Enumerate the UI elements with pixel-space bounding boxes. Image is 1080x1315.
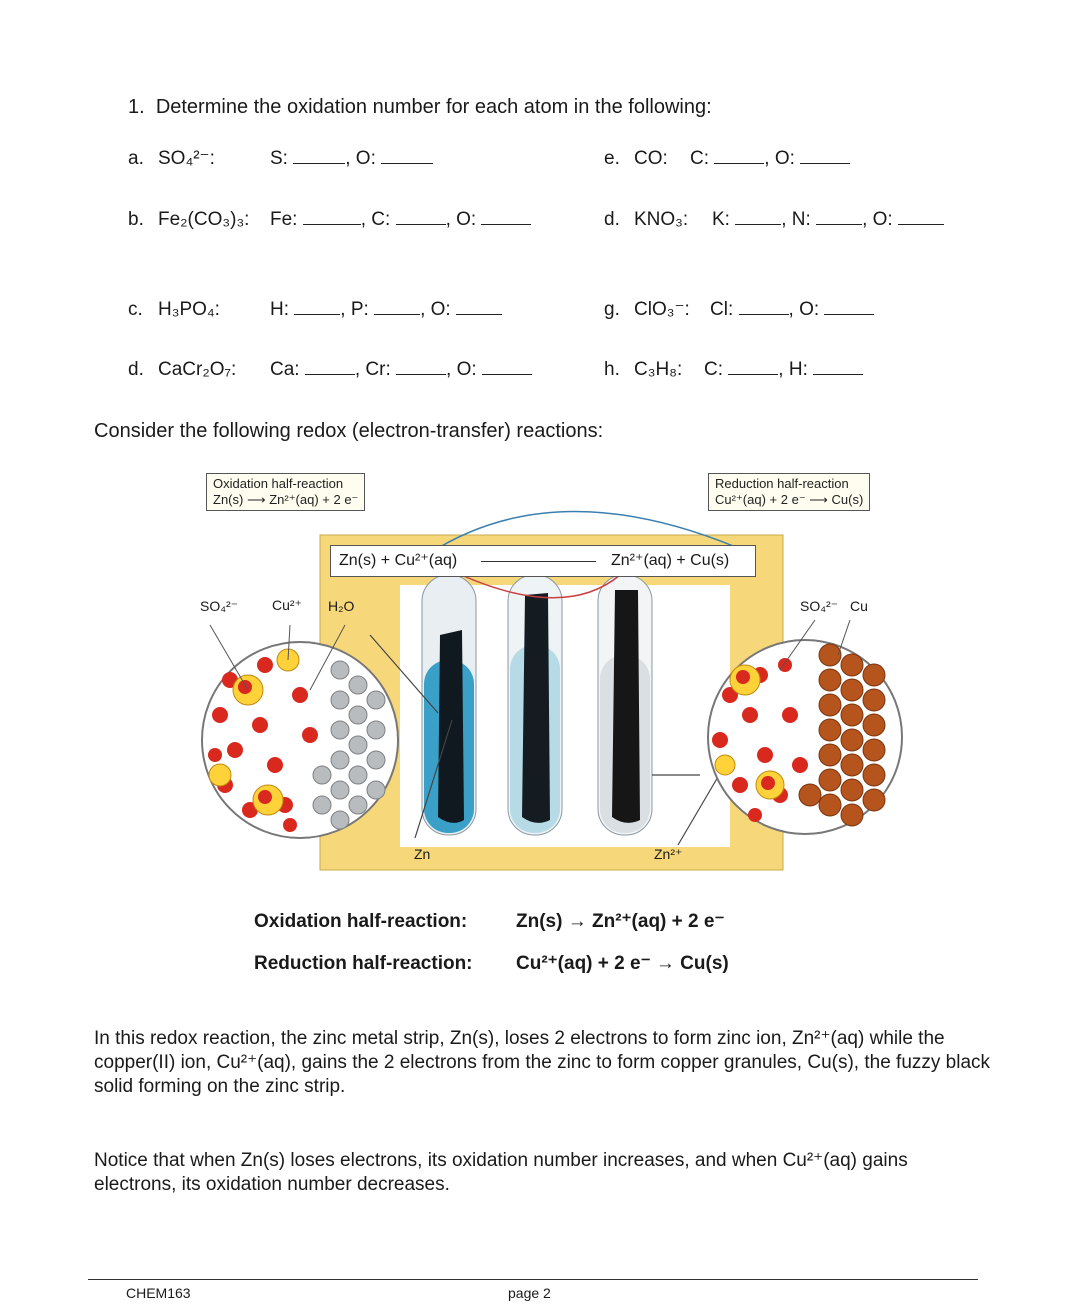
answer-blank[interactable]: [813, 358, 863, 375]
label-water: H₂O: [328, 598, 355, 614]
answer-blank[interactable]: [294, 298, 340, 315]
footer-page-number: page 2: [508, 1285, 551, 1301]
item-a: a. SO₄²⁻: S: , O:: [128, 147, 433, 170]
reduction-label-box: Reduction half-reaction Cu²⁺(aq) + 2 e⁻ ⟶ Cu(s): [708, 473, 870, 511]
answer-blank[interactable]: [456, 298, 502, 315]
answer-blank[interactable]: [381, 147, 433, 164]
footer-course: CHEM163: [126, 1285, 191, 1301]
answer-blank[interactable]: [735, 208, 781, 225]
answer-blank[interactable]: [728, 358, 778, 375]
label-copper-ion: Cu²⁺: [272, 597, 302, 613]
explanation-paragraph: In this redox reaction, the zinc metal strip, Zn(s), loses 2 electrons to form zinc ion, Zn²⁺(aq) while the copper(II) ion, Cu²⁺(aq), gains the 2 electrons from the zinc to form copper granules, Cu(s), the fuzzy black solid forming on the zinc strip.: [94, 1028, 991, 1097]
question-title: 1. Determine the oxidation number for each atom in the following:: [128, 96, 712, 118]
label-copper: Cu: [850, 598, 868, 614]
item-d-kno3: d. KNO₃: K: , N: , O:: [604, 208, 944, 231]
consider-heading: Consider the following redox (electron-transfer) reactions:: [94, 420, 604, 442]
item-d-cacr2o7: d. CaCr₂O₇: Ca: , Cr: , O:: [128, 358, 532, 381]
answer-blank[interactable]: [303, 208, 361, 225]
reaction-banner: Zn(s) + Cu²⁺(aq) Zn²⁺(aq) + Cu(s): [330, 545, 756, 577]
test-tube-2: [508, 575, 562, 835]
notice-paragraph: Notice that when Zn(s) loses electrons, its oxidation number increases, and when Cu²⁺(aq) gains electrons, its oxidation number decreases.: [94, 1150, 908, 1195]
footer-divider: [88, 1279, 978, 1280]
answer-blank[interactable]: [898, 208, 944, 225]
answer-blank[interactable]: [800, 147, 850, 164]
answer-blank[interactable]: [293, 147, 345, 164]
answer-blank[interactable]: [305, 358, 355, 375]
answer-blank[interactable]: [374, 298, 420, 315]
item-b: b. Fe₂(CO₃)₃: Fe: , C: , O:: [128, 208, 531, 231]
item-h: h. C₃H₈: C: , H:: [604, 358, 863, 381]
item-c: c. H₃PO₄: H: , P: , O:: [128, 298, 502, 321]
oxidation-half-reaction: Oxidation half-reaction: Zn(s) → Zn²⁺(aq) + 2 e⁻: [254, 911, 725, 932]
test-tube-3: [598, 575, 652, 835]
label-sulfate-right: SO₄²⁻: [800, 598, 838, 614]
answer-blank[interactable]: [482, 358, 532, 375]
label-zinc: Zn: [414, 846, 431, 862]
answer-blank[interactable]: [824, 298, 874, 315]
answer-blank[interactable]: [481, 208, 531, 225]
label-zinc-ion: Zn²⁺: [654, 846, 683, 862]
reduction-half-reaction: Reduction half-reaction: Cu²⁺(aq) + 2 e⁻ → Cu(s): [254, 953, 729, 974]
item-g: g. ClO₃⁻: Cl: , O:: [604, 298, 874, 321]
oxidation-label-box: Oxidation half-reaction Zn(s) ⟶ Zn²⁺(aq) + 2 e⁻: [206, 473, 365, 511]
answer-blank[interactable]: [396, 208, 446, 225]
label-sulfate-left: SO₄²⁻: [200, 598, 238, 614]
answer-blank[interactable]: [739, 298, 789, 315]
answer-blank[interactable]: [396, 358, 446, 375]
answer-blank[interactable]: [816, 208, 862, 225]
answer-blank[interactable]: [714, 147, 764, 164]
test-tube-1: [422, 575, 476, 835]
redox-figure: [190, 465, 920, 885]
item-e: e. CO: C: , O:: [604, 147, 850, 170]
